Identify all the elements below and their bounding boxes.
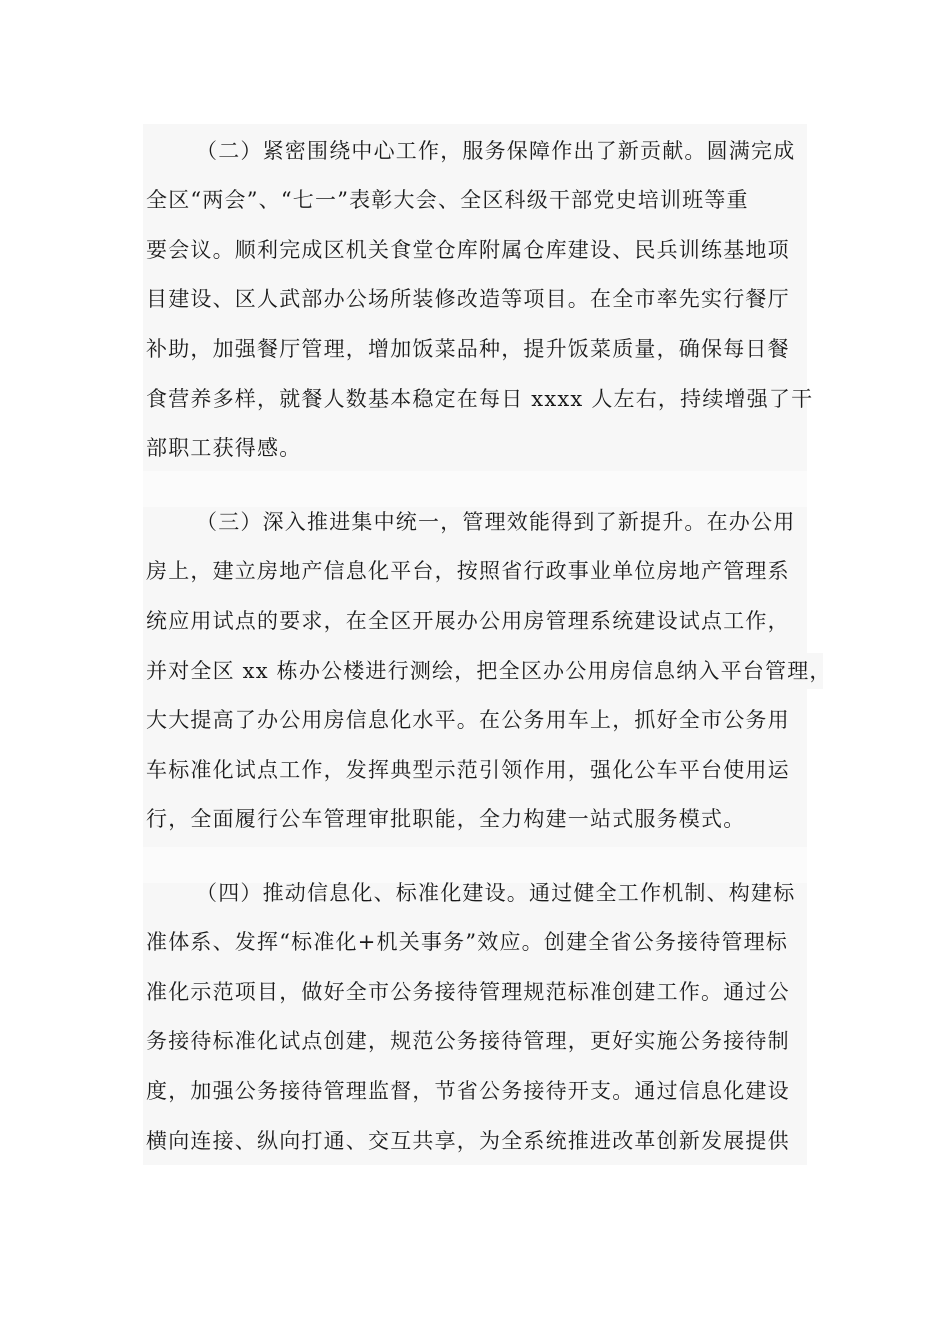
paragraph-line: 准体系、发挥“标准化+机关事务”效应。创建全省公务接待管理标 bbox=[146, 930, 789, 954]
paragraph-line: 房上，建立房地产信息化平台，按照省行政事业单位房地产管理系 bbox=[146, 559, 790, 583]
paragraph-line: 部职工获得感。 bbox=[146, 436, 302, 460]
paragraph-line: 准化示范项目，做好全市公务接待管理规范标准创建工作。通过公 bbox=[146, 980, 790, 1004]
paragraph-line: （四）推动信息化、标准化建设。通过健全工作机制、构建标 bbox=[196, 881, 796, 905]
paragraph-line: 并对全区 xx 栋办公楼进行测绘，把全区办公用房信息纳入平台管理， bbox=[146, 659, 832, 683]
paragraph-line: 目建设、区人武部办公场所装修改造等项目。在全市率先实行餐厅 bbox=[146, 287, 790, 311]
paragraph-line: 统应用试点的要求，在全区开展办公用房管理系统建设试点工作， bbox=[146, 609, 790, 633]
paragraph-line: 横向连接、纵向打通、交互共享，为全系统推进改革创新发展提供 bbox=[146, 1129, 790, 1153]
paragraph-line: （二）紧密围绕中心工作，服务保障作出了新贡献。圆满完成 bbox=[196, 139, 796, 163]
paragraph-background bbox=[143, 883, 807, 1165]
paragraph-line: 度，加强公务接待管理监督，节省公务接待开支。通过信息化建设 bbox=[146, 1079, 790, 1103]
paragraph-line: 全区“两会”、“七一”表彰大会、全区科级干部党史培训班等重 bbox=[146, 188, 749, 212]
paragraph-line: 大大提高了办公用房信息化水平。在公务用车上，抓好全市公务用 bbox=[146, 708, 790, 732]
paragraph-line: 要会议。顺利完成区机关食堂仓库附属仓库建设、民兵训练基地项 bbox=[146, 238, 790, 262]
paragraph-line: 行，全面履行公车管理审批职能，全力构建一站式服务模式。 bbox=[146, 807, 746, 831]
paragraph-line: （三）深入推进集中统一，管理效能得到了新提升。在办公用 bbox=[196, 510, 796, 534]
paragraph-line: 车标准化试点工作，发挥典型示范引领作用，强化公车平台使用运 bbox=[146, 758, 790, 782]
paragraph-line: 务接待标准化试点创建，规范公务接待管理，更好实施公务接待制 bbox=[146, 1029, 790, 1053]
paragraph-gap bbox=[143, 471, 807, 507]
paragraph-line: 食营养多样，就餐人数基本稳定在每日 xxxx 人左右，持续增强了干 bbox=[146, 387, 814, 411]
paragraph-line: 补助，加强餐厅管理，增加饭菜品种，提升饭菜质量，确保每日餐 bbox=[146, 337, 790, 361]
